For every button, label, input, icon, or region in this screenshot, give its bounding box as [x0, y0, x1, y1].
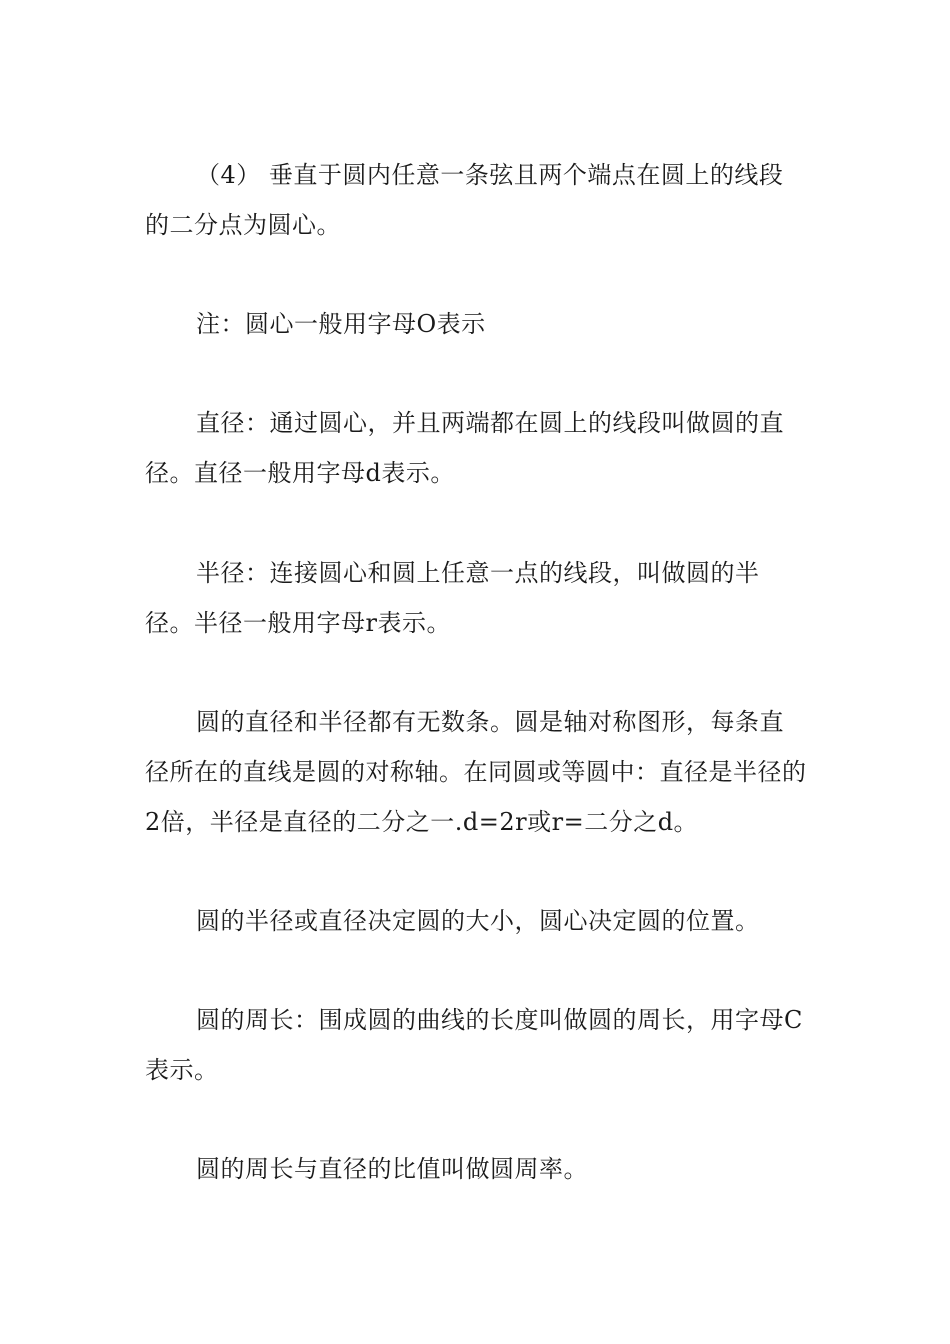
paragraph-circle-center-definition: （4） 垂直于圆内任意一条弦且两个端点在圆上的线段的二分点为圆心。 [145, 161, 784, 239]
paragraph-pi-definition: 圆的周长与直径的比值叫做圆周率。 [196, 1155, 588, 1183]
paragraph-diameter-definition: 直径：通过圆心，并且两端都在圆上的线段叫做圆的直径。直径一般用字母d表示。 [145, 409, 784, 487]
paragraph-size-position: 圆的半径或直径决定圆的大小，圆心决定圆的位置。 [196, 907, 760, 935]
paragraph-diameter-radius-relation: 圆的直径和半径都有无数条。圆是轴对称图形，每条直径所在的直线是圆的对称轴。在同圆或等圆中：直径是半径的2倍，半径是直径的二分之一.d=2r或r=二分之d。 [145, 708, 807, 836]
paragraph-circumference-definition: 圆的周长：围成圆的曲线的长度叫做圆的周长，用字母C表示。 [145, 1006, 803, 1084]
paragraph-center-note: 注：圆心一般用字母O表示 [196, 310, 486, 338]
paragraph-radius-definition: 半径：连接圆心和圆上任意一点的线段，叫做圆的半径。半径一般用字母r表示。 [145, 559, 760, 637]
